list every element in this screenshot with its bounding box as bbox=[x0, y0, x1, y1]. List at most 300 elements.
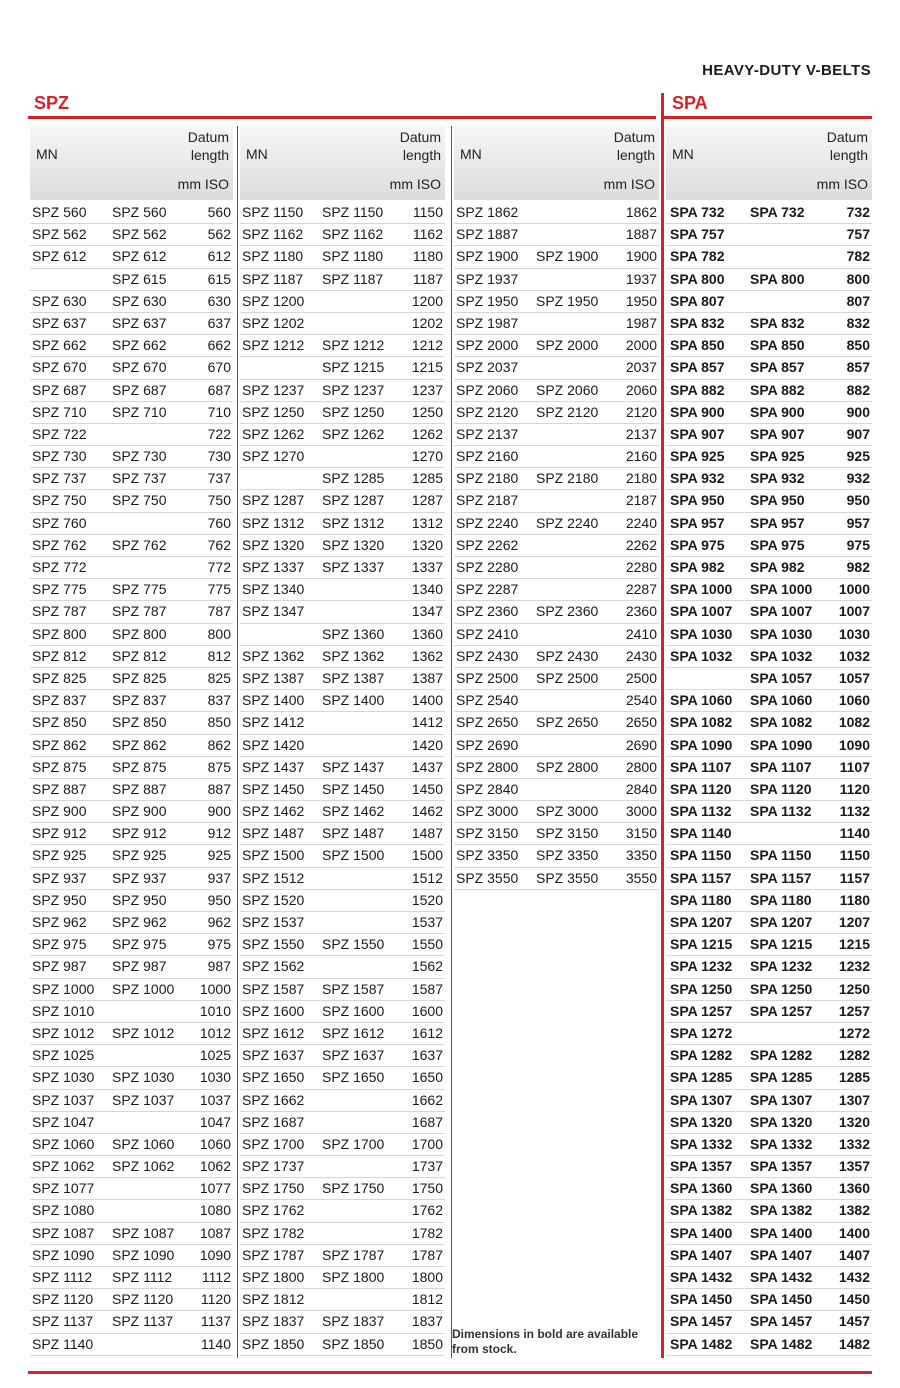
datum-length-value: 615 bbox=[207, 270, 231, 287]
datum-length-value: 850 bbox=[207, 714, 231, 731]
header-unit: mm ISO bbox=[389, 176, 441, 192]
alt-code: SPZ 2240 bbox=[536, 514, 599, 531]
datum-length-value: 1285 bbox=[411, 470, 443, 487]
table-row bbox=[666, 202, 872, 224]
datum-length-value: 787 bbox=[207, 603, 231, 620]
mn-code: SPZ 612 bbox=[32, 248, 87, 265]
alt-code: SPA 932 bbox=[750, 470, 805, 487]
alt-code: SPZ 800 bbox=[112, 625, 167, 642]
mn-code: SPA 1000 bbox=[670, 581, 733, 598]
table-row bbox=[666, 1112, 872, 1134]
header-mn: MN bbox=[672, 146, 694, 162]
datum-length-value: 1257 bbox=[838, 1002, 870, 1019]
mn-code: SPZ 1080 bbox=[32, 1202, 95, 1219]
datum-length-value: 1120 bbox=[839, 780, 870, 797]
datum-length-value: 1250 bbox=[838, 980, 870, 997]
mn-code: SPA 832 bbox=[670, 314, 725, 331]
table-row bbox=[240, 757, 445, 779]
mn-code: SPZ 962 bbox=[32, 914, 87, 930]
alt-code: SPZ 1337 bbox=[322, 559, 385, 575]
table-row bbox=[240, 823, 445, 845]
table-row bbox=[240, 1245, 445, 1267]
mn-code: SPZ 1030 bbox=[32, 1069, 95, 1086]
mn-code: SPZ 2430 bbox=[456, 647, 519, 664]
alt-code: SPZ 737 bbox=[112, 470, 167, 487]
datum-length-value: 1037 bbox=[199, 1091, 231, 1108]
datum-length-value: 1420 bbox=[411, 736, 443, 753]
table-row bbox=[240, 1156, 445, 1178]
datum-length-value: 760 bbox=[207, 514, 231, 531]
mn-code: SPZ 2240 bbox=[456, 514, 519, 531]
table-row bbox=[30, 624, 233, 646]
datum-length-value: 1162 bbox=[412, 226, 443, 243]
datum-length-value: 975 bbox=[846, 536, 870, 553]
datum-length-value: 1812 bbox=[411, 1291, 443, 1308]
datum-length-value: 1412 bbox=[411, 714, 443, 731]
table-row bbox=[30, 823, 233, 845]
table-row bbox=[454, 291, 659, 313]
datum-length-value: 3550 bbox=[625, 869, 657, 886]
mn-code: SPA 1482 bbox=[670, 1335, 733, 1352]
mn-code: SPA 1457 bbox=[670, 1313, 733, 1330]
table-row bbox=[240, 646, 445, 668]
alt-code: SPZ 3550 bbox=[536, 869, 599, 886]
table-row bbox=[240, 1023, 445, 1045]
datum-length-value: 1090 bbox=[199, 1246, 231, 1263]
table-row bbox=[30, 402, 233, 424]
table-row bbox=[240, 1311, 445, 1333]
table-row bbox=[666, 424, 872, 446]
mn-code: SPZ 722 bbox=[32, 425, 87, 442]
mn-code: SPZ 1250 bbox=[242, 403, 305, 420]
datum-length-value: 1120 bbox=[200, 1291, 231, 1308]
datum-length-value: 1077 bbox=[199, 1180, 231, 1197]
table-row bbox=[30, 890, 233, 912]
mn-code: SPA 1307 bbox=[670, 1091, 733, 1108]
datum-length-value: 737 bbox=[207, 470, 231, 487]
table-row bbox=[454, 579, 659, 601]
table-row bbox=[666, 357, 872, 379]
mn-code: SPZ 1950 bbox=[456, 292, 519, 309]
mn-code: SPZ 1237 bbox=[242, 381, 305, 398]
datum-length-value: 862 bbox=[207, 736, 231, 753]
mn-code: SPZ 1487 bbox=[242, 825, 305, 842]
table-row bbox=[240, 424, 445, 446]
table-row bbox=[240, 1090, 445, 1112]
mn-code: SPZ 775 bbox=[32, 581, 87, 598]
alt-code: SPA 882 bbox=[750, 381, 805, 398]
datum-length-value: 900 bbox=[207, 803, 231, 820]
mn-code: SPZ 1112 bbox=[32, 1269, 93, 1285]
table-row bbox=[30, 1045, 233, 1067]
datum-length-value: 1212 bbox=[411, 337, 443, 354]
datum-length-value: 857 bbox=[846, 359, 870, 376]
alt-code: SPA 1000 bbox=[750, 581, 813, 598]
table-row bbox=[666, 1200, 872, 1222]
datum-length-value: 1550 bbox=[411, 936, 443, 953]
table-row bbox=[666, 956, 872, 978]
table-row bbox=[30, 380, 233, 402]
alt-code: SPZ 670 bbox=[112, 359, 167, 376]
table-row bbox=[240, 202, 445, 224]
datum-length-value: 1482 bbox=[838, 1335, 870, 1352]
mn-code: SPA 807 bbox=[670, 292, 725, 309]
datum-length-value: 1287 bbox=[411, 492, 443, 509]
mn-code: SPZ 3350 bbox=[456, 847, 519, 864]
alt-code: SPZ 1637 bbox=[322, 1047, 385, 1064]
spz-section-title: SPZ bbox=[34, 93, 70, 113]
alt-code: SPA 1107 bbox=[750, 758, 812, 775]
datum-length-value: 1887 bbox=[625, 226, 657, 243]
datum-length-value: 2280 bbox=[625, 559, 657, 575]
datum-length-value: 730 bbox=[207, 448, 231, 465]
datum-length-value: 1850 bbox=[411, 1335, 443, 1352]
datum-length-value: 800 bbox=[207, 625, 231, 642]
mn-code: SPZ 637 bbox=[32, 314, 87, 331]
datum-length-value: 1202 bbox=[411, 314, 443, 331]
alt-code: SPZ 730 bbox=[112, 448, 167, 465]
table-row bbox=[666, 1178, 872, 1200]
alt-code: SPZ 1120 bbox=[112, 1291, 174, 1308]
datum-length-value: 950 bbox=[846, 492, 870, 509]
alt-code: SPZ 787 bbox=[112, 603, 167, 620]
table-row bbox=[30, 1223, 233, 1245]
table-row bbox=[240, 468, 445, 490]
datum-length-value: 1057 bbox=[838, 669, 870, 686]
column-divider-2 bbox=[451, 126, 452, 1358]
alt-code: SPZ 560 bbox=[112, 204, 167, 220]
datum-length-value: 1200 bbox=[411, 292, 443, 309]
mn-code: SPZ 1562 bbox=[242, 958, 305, 975]
mn-code: SPZ 787 bbox=[32, 603, 87, 620]
datum-length-value: 2000 bbox=[625, 337, 657, 354]
datum-length-value: 1450 bbox=[411, 780, 443, 797]
mn-code: SPZ 3150 bbox=[456, 825, 519, 842]
table-row bbox=[30, 601, 233, 623]
mn-code: SPZ 1787 bbox=[242, 1246, 305, 1263]
table-row bbox=[666, 779, 872, 801]
datum-length-value: 1487 bbox=[411, 825, 443, 842]
datum-length-value: 1030 bbox=[199, 1069, 231, 1086]
alt-code: SPZ 1000 bbox=[112, 980, 175, 997]
header-datum-length bbox=[188, 128, 229, 164]
table-row bbox=[454, 601, 659, 623]
datum-length-value: 1270 bbox=[411, 448, 443, 465]
header-mn: MN bbox=[460, 146, 482, 162]
datum-length-value: 1362 bbox=[411, 647, 443, 664]
datum-length-value: 1837 bbox=[411, 1313, 443, 1330]
mn-code: SPZ 1662 bbox=[242, 1091, 305, 1108]
alt-code: SPA 1307 bbox=[750, 1091, 813, 1108]
datum-length-value: 1407 bbox=[838, 1246, 870, 1263]
alt-code: SPZ 3350 bbox=[536, 847, 599, 864]
mn-code: SPZ 1462 bbox=[242, 803, 305, 820]
spa-section-title: SPA bbox=[672, 93, 708, 113]
table-row bbox=[30, 535, 233, 557]
mn-code: SPA 1285 bbox=[670, 1069, 733, 1086]
table-row bbox=[30, 868, 233, 890]
table-row bbox=[240, 313, 445, 335]
mn-code: SPA 982 bbox=[670, 559, 725, 575]
datum-length-value: 782 bbox=[846, 248, 870, 265]
datum-length-value: 2360 bbox=[625, 603, 657, 620]
alt-code: SPZ 1037 bbox=[112, 1091, 175, 1108]
table-row bbox=[666, 868, 872, 890]
datum-length-value: 832 bbox=[846, 314, 870, 331]
datum-length-value: 630 bbox=[207, 292, 231, 309]
table-row bbox=[240, 912, 445, 934]
alt-code: SPA 800 bbox=[750, 270, 805, 287]
mn-code: SPA 1332 bbox=[670, 1135, 733, 1152]
table-row bbox=[240, 1178, 445, 1200]
table-row bbox=[240, 601, 445, 623]
mn-code: SPZ 687 bbox=[32, 381, 87, 398]
table-row bbox=[30, 1334, 233, 1356]
mn-code: SPA 882 bbox=[670, 381, 725, 398]
alt-code: SPZ 3150 bbox=[536, 825, 599, 842]
mn-code: SPA 907 bbox=[670, 425, 725, 442]
alt-code: SPZ 762 bbox=[112, 536, 167, 553]
table-row bbox=[240, 357, 445, 379]
alt-code: SPZ 750 bbox=[112, 492, 167, 509]
datum-length-value: 1250 bbox=[411, 403, 443, 420]
mn-code: SPZ 1090 bbox=[32, 1246, 95, 1263]
table-row bbox=[666, 1223, 872, 1245]
mn-code: SPZ 1837 bbox=[242, 1313, 305, 1330]
alt-code: SPZ 687 bbox=[112, 381, 167, 398]
datum-length-value: 1357 bbox=[838, 1158, 870, 1175]
table-row bbox=[30, 912, 233, 934]
table-row bbox=[240, 979, 445, 1001]
alt-code: SPA 982 bbox=[750, 559, 805, 575]
table-row bbox=[240, 1200, 445, 1222]
mn-code: SPA 1007 bbox=[670, 603, 733, 620]
table-row bbox=[666, 579, 872, 601]
table-row bbox=[30, 801, 233, 823]
mn-code: SPZ 800 bbox=[32, 625, 87, 642]
table-row bbox=[666, 1090, 872, 1112]
table-row bbox=[666, 845, 872, 867]
datum-length-value: 2410 bbox=[625, 625, 657, 642]
alt-code: SPZ 812 bbox=[112, 647, 167, 664]
datum-length-value: 3150 bbox=[625, 825, 657, 842]
datum-length-value: 2650 bbox=[625, 714, 657, 731]
table-row bbox=[30, 1112, 233, 1134]
mn-code: SPZ 1512 bbox=[242, 869, 305, 886]
alt-code: SPZ 1262 bbox=[322, 425, 385, 442]
mn-code: SPZ 1387 bbox=[242, 669, 305, 686]
datum-length-value: 950 bbox=[207, 891, 231, 908]
mn-code: SPA 1107 bbox=[670, 758, 732, 775]
mn-code: SPZ 850 bbox=[32, 714, 87, 731]
mn-code: SPZ 2650 bbox=[456, 714, 519, 731]
mn-code: SPZ 1060 bbox=[32, 1135, 95, 1152]
datum-length-value: 1462 bbox=[411, 803, 443, 820]
mn-code: SPZ 1612 bbox=[242, 1024, 305, 1041]
alt-code: SPA 1207 bbox=[750, 914, 813, 930]
datum-length-value: 807 bbox=[846, 292, 870, 309]
mn-code: SPA 1382 bbox=[670, 1202, 733, 1219]
mn-code: SPZ 1550 bbox=[242, 936, 305, 953]
table-row bbox=[666, 402, 872, 424]
alt-code: SPA 1082 bbox=[750, 714, 813, 731]
mn-code: SPZ 1937 bbox=[456, 270, 519, 287]
table-row bbox=[454, 224, 659, 246]
mn-code: SPZ 1737 bbox=[242, 1158, 305, 1175]
mn-code: SPA 857 bbox=[670, 359, 725, 376]
table-row bbox=[30, 490, 233, 512]
datum-length-value: 1520 bbox=[411, 891, 443, 908]
mn-code: SPZ 1900 bbox=[456, 248, 519, 265]
alt-code: SPA 1232 bbox=[750, 958, 813, 975]
datum-length-value: 837 bbox=[207, 692, 231, 709]
alt-code: SPZ 662 bbox=[112, 337, 167, 354]
mn-code: SPZ 1850 bbox=[242, 1335, 305, 1352]
alt-code: SPZ 775 bbox=[112, 581, 167, 598]
alt-code: SPZ 2430 bbox=[536, 647, 599, 664]
table-row bbox=[454, 757, 659, 779]
mn-code: SPZ 2037 bbox=[456, 359, 519, 376]
table-row bbox=[240, 380, 445, 402]
datum-length-value: 1282 bbox=[838, 1047, 870, 1064]
table-row bbox=[240, 1112, 445, 1134]
table-row bbox=[240, 956, 445, 978]
datum-length-value: 2540 bbox=[625, 692, 657, 709]
datum-length-value: 1382 bbox=[838, 1202, 870, 1219]
table-row bbox=[666, 1334, 872, 1356]
datum-length-value: 3350 bbox=[625, 847, 657, 864]
mn-code: SPZ 1025 bbox=[32, 1047, 95, 1064]
table-row bbox=[666, 313, 872, 335]
alt-code: SPZ 950 bbox=[112, 891, 167, 908]
mn-code: SPA 1320 bbox=[670, 1113, 733, 1130]
datum-length-value: 750 bbox=[207, 492, 231, 509]
mn-code: SPZ 3000 bbox=[456, 803, 519, 820]
table-row bbox=[30, 1023, 233, 1045]
table-row bbox=[240, 579, 445, 601]
datum-length-value: 1132 bbox=[839, 803, 870, 820]
datum-length-value: 850 bbox=[846, 337, 870, 354]
datum-length-value: 1562 bbox=[411, 958, 443, 975]
table-row bbox=[666, 601, 872, 623]
table-row bbox=[30, 1245, 233, 1267]
alt-code: SPZ 1250 bbox=[322, 403, 385, 420]
datum-length-value: 1307 bbox=[838, 1091, 870, 1108]
alt-code: SPZ 1187 bbox=[322, 270, 384, 287]
mn-code: SPZ 1587 bbox=[242, 980, 305, 997]
table-row bbox=[30, 1178, 233, 1200]
datum-length-value: 1987 bbox=[625, 314, 657, 331]
header-unit: mm ISO bbox=[177, 176, 229, 192]
alt-code: SPA 1250 bbox=[750, 980, 813, 997]
header-datum: Datum bbox=[826, 129, 868, 145]
column-divider-1 bbox=[237, 126, 238, 1358]
datum-length-value: 1000 bbox=[199, 980, 231, 997]
table-row bbox=[240, 624, 445, 646]
mn-code: SPA 782 bbox=[670, 248, 725, 265]
alt-code: SPZ 1612 bbox=[322, 1024, 385, 1041]
table-row bbox=[30, 1267, 233, 1289]
table-row bbox=[30, 690, 233, 712]
datum-length-value: 1737 bbox=[411, 1158, 443, 1175]
table-column bbox=[454, 202, 659, 890]
datum-length-value: 1187 bbox=[412, 270, 443, 287]
alt-code: SPA 1457 bbox=[750, 1313, 813, 1330]
alt-code: SPZ 1550 bbox=[322, 936, 385, 953]
table-row bbox=[30, 757, 233, 779]
datum-length-value: 2287 bbox=[625, 581, 657, 598]
alt-code: SPZ 1087 bbox=[112, 1224, 175, 1241]
alt-code: SPZ 1285 bbox=[322, 470, 385, 487]
table-row bbox=[240, 779, 445, 801]
alt-code: SPZ 887 bbox=[112, 780, 167, 797]
mn-code: SPZ 2360 bbox=[456, 603, 519, 620]
alt-code: SPZ 2360 bbox=[536, 603, 599, 620]
mn-code: SPA 1090 bbox=[670, 736, 733, 753]
mn-code: SPA 1120 bbox=[670, 780, 732, 797]
datum-length-value: 1140 bbox=[200, 1335, 231, 1352]
datum-length-value: 1360 bbox=[411, 625, 443, 642]
datum-length-value: 925 bbox=[207, 847, 231, 864]
header-length: length bbox=[402, 147, 441, 163]
alt-code: SPZ 1062 bbox=[112, 1158, 175, 1175]
datum-length-value: 1090 bbox=[838, 736, 870, 753]
header-length: length bbox=[829, 147, 868, 163]
table-row bbox=[240, 490, 445, 512]
mn-code: SPZ 1087 bbox=[32, 1224, 95, 1241]
table-row bbox=[30, 1311, 233, 1333]
datum-length-value: 1437 bbox=[411, 758, 443, 775]
alt-code: SPZ 1362 bbox=[322, 647, 385, 664]
alt-code: SPZ 975 bbox=[112, 936, 167, 953]
mn-code: SPZ 1012 bbox=[32, 1024, 95, 1041]
header-datum: Datum bbox=[399, 129, 441, 145]
datum-length-value: 2690 bbox=[625, 736, 657, 753]
datum-length-value: 882 bbox=[846, 381, 870, 398]
mn-code: SPZ 1140 bbox=[32, 1335, 94, 1352]
table-row bbox=[454, 690, 659, 712]
table-column bbox=[240, 202, 445, 1356]
mn-code: SPZ 772 bbox=[32, 559, 87, 575]
table-row bbox=[666, 1001, 872, 1023]
mn-code: SPZ 950 bbox=[32, 891, 87, 908]
mn-code: SPA 1250 bbox=[670, 980, 733, 997]
table-row bbox=[240, 246, 445, 268]
mn-code: SPZ 825 bbox=[32, 669, 87, 686]
mn-code: SPZ 2287 bbox=[456, 581, 519, 598]
datum-length-value: 2187 bbox=[625, 492, 657, 509]
datum-length-value: 560 bbox=[207, 204, 231, 220]
alt-code: SPA 732 bbox=[750, 204, 805, 220]
datum-length-value: 1012 bbox=[199, 1024, 231, 1041]
header-mn: MN bbox=[246, 146, 268, 162]
mn-code: SPZ 1987 bbox=[456, 314, 519, 331]
table-row bbox=[454, 246, 659, 268]
datum-length-value: 2500 bbox=[625, 669, 657, 686]
datum-length-value: 1312 bbox=[411, 514, 443, 531]
datum-length-value: 1032 bbox=[838, 647, 870, 664]
table-row bbox=[454, 557, 659, 579]
table-row bbox=[30, 424, 233, 446]
alt-code: SPZ 710 bbox=[112, 403, 167, 420]
header-datum: Datum bbox=[187, 129, 229, 145]
alt-code: SPZ 987 bbox=[112, 958, 167, 975]
mn-code: SPZ 1270 bbox=[242, 448, 305, 465]
table-row bbox=[30, 956, 233, 978]
mn-code: SPA 1060 bbox=[670, 692, 733, 709]
table-row bbox=[240, 1001, 445, 1023]
alt-code: SPZ 1437 bbox=[322, 758, 385, 775]
